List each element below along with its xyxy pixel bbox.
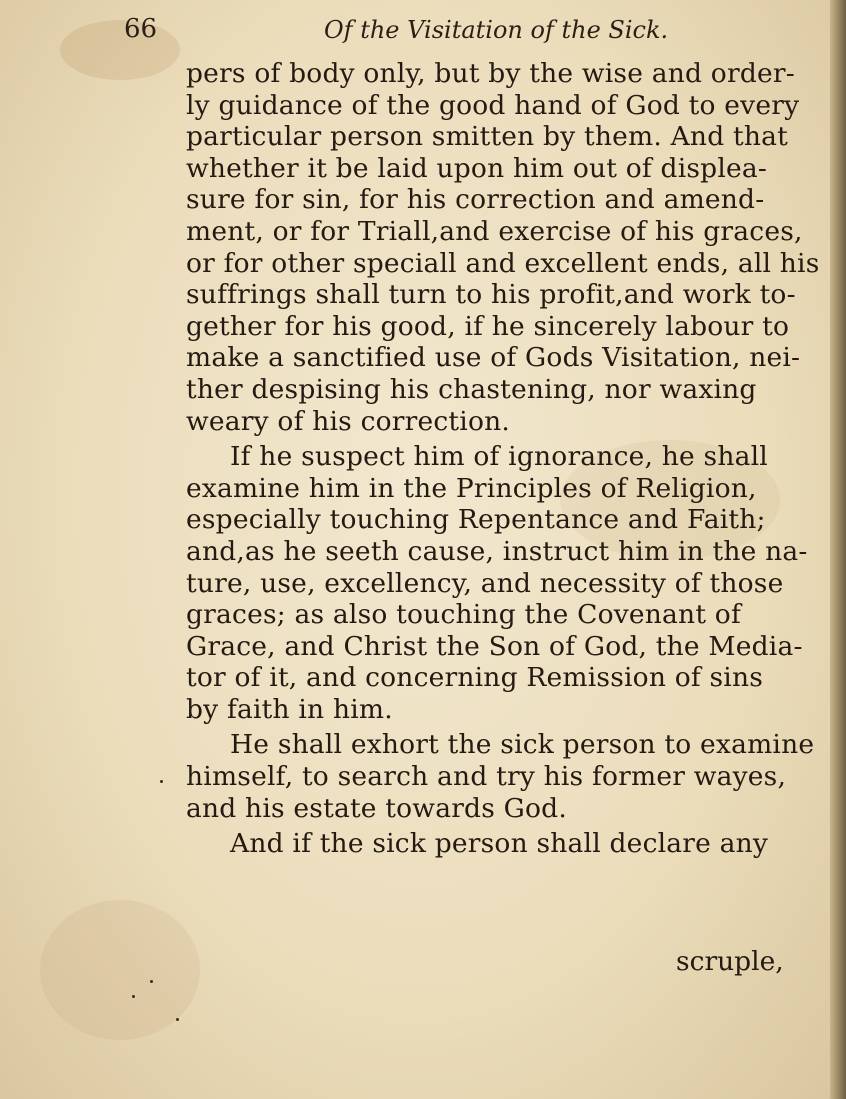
paragraph xyxy=(186,729,815,824)
text-line: himself, to search and try his former wayes, xyxy=(186,761,787,793)
text-line: tor of it, and concerning Remission of sins xyxy=(186,662,764,694)
catchword: scruple, xyxy=(676,946,784,977)
text-line: by faith in him. xyxy=(186,693,393,725)
paragraph xyxy=(186,58,820,437)
text-line: If he suspect him of ignorance, he shall xyxy=(230,441,768,473)
ink-speck xyxy=(150,980,153,983)
text-line: He shall exhort the sick person to examine xyxy=(230,729,815,761)
text-line: ly guidance of the good hand of God to every xyxy=(186,89,800,121)
text-line: and his estate towards God. xyxy=(186,792,567,824)
text-line: graces; as also touching the Covenant of xyxy=(186,599,741,631)
paragraph xyxy=(186,441,806,725)
ink-speck xyxy=(132,995,135,998)
text-line: suffrings shall turn to his profit,and work to- xyxy=(186,279,796,311)
text-line: ther despising his chastening, nor waxing xyxy=(186,373,757,405)
text-line: weary of his correction. xyxy=(186,405,511,437)
text-line: or for other speciall and excellent ends, all his xyxy=(186,247,820,279)
text-line: make a sanctified use of Gods Visitation, nei- xyxy=(186,342,801,374)
running-title: Of the Visitation of the Sick. xyxy=(324,16,669,44)
text-line: sure for sin, for his correction and amend- xyxy=(186,184,765,216)
ink-speck xyxy=(160,780,163,783)
text-line: And if the sick person shall declare any xyxy=(230,828,769,860)
text-line: ture, use, excellency, and necessity of those xyxy=(186,567,784,599)
page-number: 66 xyxy=(124,14,158,44)
text-line: pers of body only, but by the wise and order- xyxy=(186,58,795,89)
text-line: particular person smitten by them. And that xyxy=(186,121,788,153)
text-line: ment, or for Triall,and exercise of his graces, xyxy=(186,215,803,247)
text-line: and,as he seeth cause, instruct him in the na- xyxy=(186,535,808,567)
page-header xyxy=(124,14,764,54)
text-line: Grace, and Christ the Son of God, the Media- xyxy=(186,630,803,662)
text-line: whether it be laid upon him out of displea- xyxy=(186,152,768,184)
paragraph xyxy=(186,828,806,860)
page-edge xyxy=(830,0,846,1099)
ink-speck xyxy=(176,1018,179,1021)
text-line: especially touching Repentance and Faith; xyxy=(186,504,766,536)
page-body xyxy=(186,58,820,860)
text-line: examine him in the Principles of Religion, xyxy=(186,472,757,504)
text-line: gether for his good, if he sincerely labour to xyxy=(186,310,790,342)
